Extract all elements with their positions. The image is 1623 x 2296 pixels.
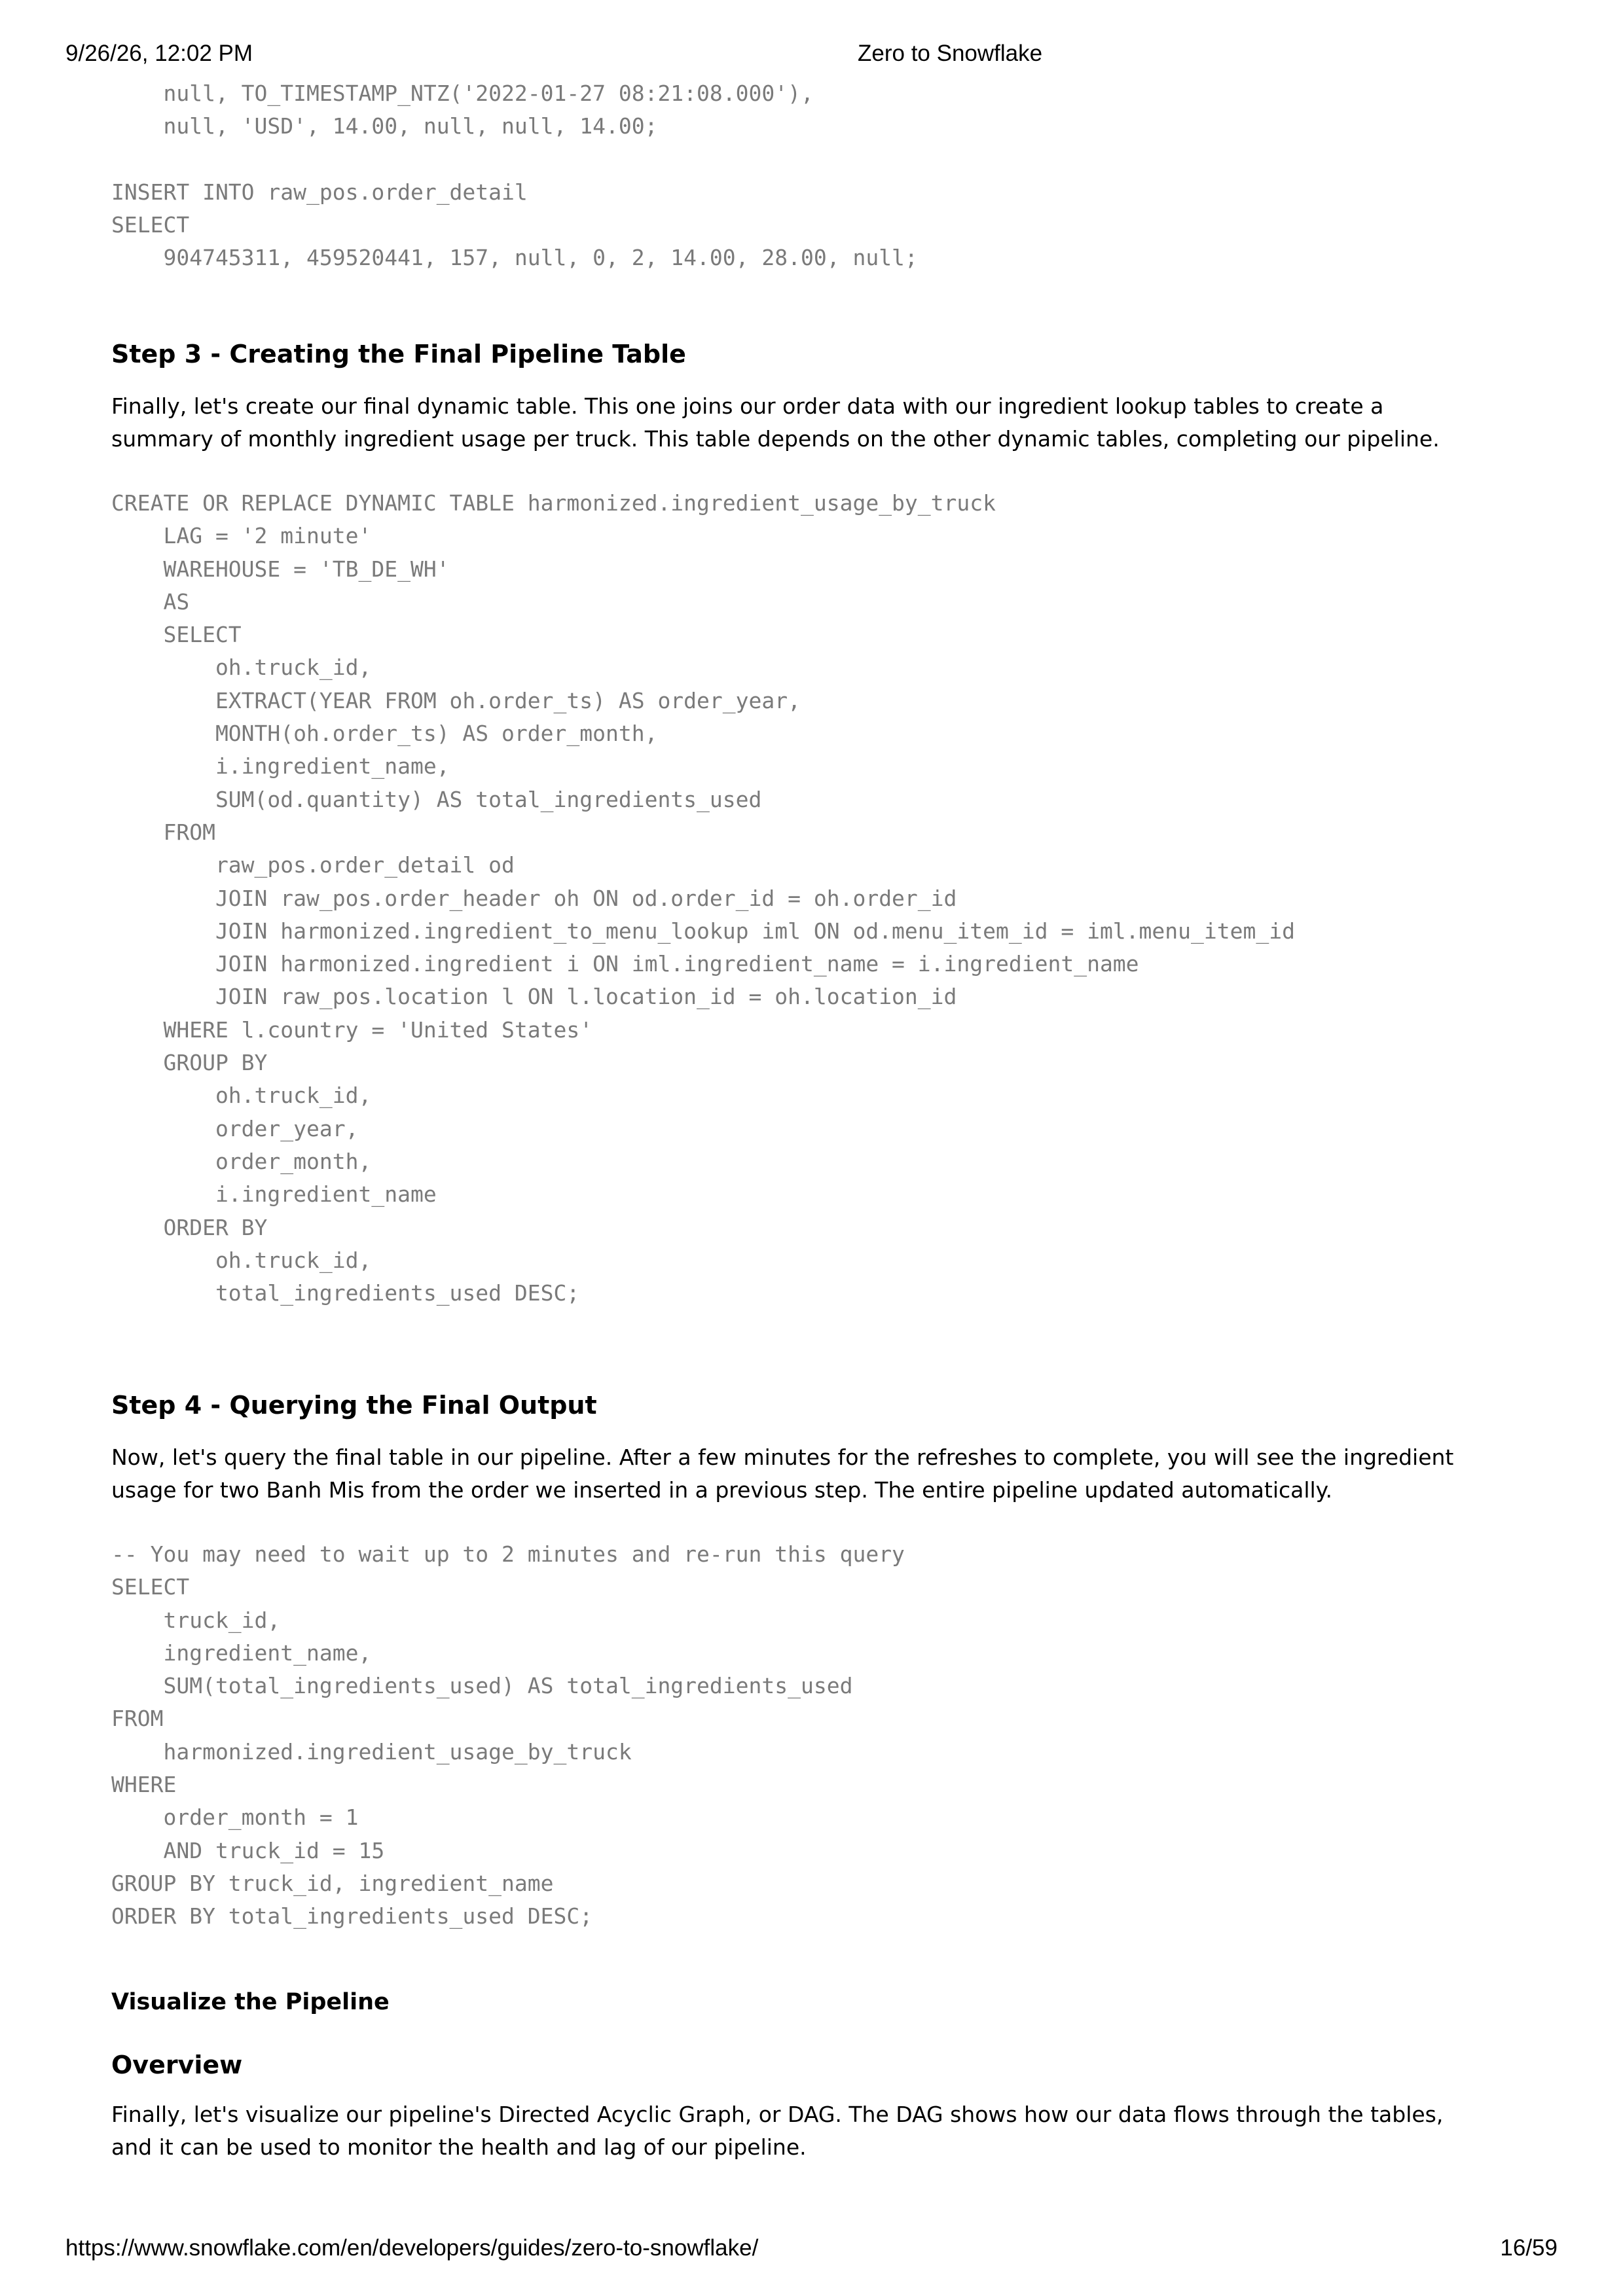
overview-section	[111, 2049, 1539, 2081]
print-title: Zero to Snowflake	[858, 41, 1043, 66]
code-block-insert	[111, 77, 1539, 275]
visualize-heading: Visualize the Pipeline	[111, 1989, 390, 2015]
step4-paragraph-block	[111, 1441, 1480, 1507]
print-datetime: 9/26/26, 12:02 PM	[65, 41, 253, 66]
code-block-create-dynamic-table	[111, 487, 1539, 1310]
step3-paragraph: Finally, let's create our final dynamic table. This one joins our order data with our ingredient lookup tables to create a summary of monthly ingredient usage per truck. This table depends on the other dynamic tables, completing our pipeline.	[111, 393, 1440, 452]
code-create-text: CREATE OR REPLACE DYNAMIC TABLE harmonized.ingredient_usage_by_truck LAG = '2 minute' WAREHOUSE = 'TB_DE_WH' AS SELECT oh.truck_id, EXTRACT(YEAR FROM oh.order_ts) AS order_year, MONTH(oh.order_ts) AS order_month, i.ingredient_name, SUM(od.quantity) AS total_ingredients_used FROM raw_pos.order_detail od JOIN raw_pos.order_header oh ON od.order_id = oh.order_id JOIN harmonized.ingredient_to_menu_lookup iml ON od.menu_item_id = iml.menu_item_id JOIN harmonized.ingredient i ON iml.ingredient_name = i.ingredient_name JOIN raw_pos.location l ON l.location_id = oh.location_id WHERE l.country = 'United States' GROUP BY oh.truck_id, order_year, order_month, i.ingredient_name ORDER BY oh.truck_id, total_ingredients_used DESC;	[111, 490, 1295, 1306]
overview-heading: Overview	[111, 2051, 243, 2079]
code-block-query	[111, 1538, 1539, 1933]
print-footer	[0, 2235, 1623, 2264]
step4-paragraph: Now, let's query the final table in our pipeline. After a few minutes for the refreshes to complete, you will see the ingredient usage for two Banh Mis from the order we inserted in a previous step. The entire pipeline updated automatically.	[111, 1444, 1454, 1503]
overview-paragraph-block	[111, 2098, 1480, 2164]
step3-section	[111, 338, 1539, 370]
step4-section	[111, 1389, 1539, 1422]
step3-paragraph-block	[111, 390, 1480, 456]
step4-heading: Step 4 - Querying the Final Output	[111, 1391, 597, 1420]
step3-heading: Step 3 - Creating the Final Pipeline Table	[111, 340, 686, 368]
page-url: https://www.snowflake.com/en/developers/guides/zero-to-snowflake/	[65, 2235, 759, 2261]
overview-paragraph: Finally, let's visualize our pipeline's Directed Acyclic Graph, or DAG. The DAG shows how our data flows through the tables, and it can be used to monitor the health and lag of our pipeline.	[111, 2102, 1444, 2160]
print-header	[0, 41, 1623, 69]
page-number: 16/59	[1500, 2235, 1558, 2261]
code-query-text: -- You may need to wait up to 2 minutes and re-run this query SELECT truck_id, ingredient_name, SUM(total_ingredients_used) AS total_ingredients_used FROM harmonized.ingredient_usage_by_truck WHERE order_month = 1 AND truck_id = 15 GROUP BY truck_id, ingredient_name ORDER BY total_ingredients_used DESC;	[111, 1541, 905, 1929]
code-insert-text: null, TO_TIMESTAMP_NTZ('2022-01-27 08:21:08.000'), null, 'USD', 14.00, null, null, 14.00; INSERT INTO raw_pos.order_detail SELECT 904745311, 459520441, 157, null, 0, 2, 14.00, 28.00, null;	[111, 81, 918, 271]
visualize-section	[111, 1987, 1539, 2017]
